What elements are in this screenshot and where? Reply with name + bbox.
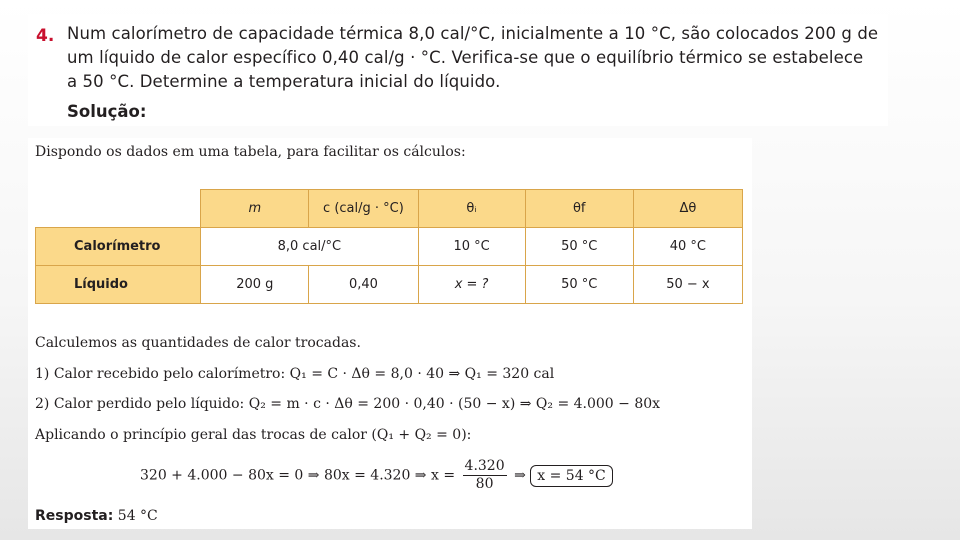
question-panel bbox=[28, 14, 888, 126]
table-header-row bbox=[36, 190, 743, 228]
table-row bbox=[36, 228, 743, 266]
implies-arrow: ⇒ bbox=[514, 467, 526, 484]
answer-label: Resposta: bbox=[35, 508, 114, 524]
cell-liquid-temp-variation: 50 − x bbox=[633, 266, 742, 304]
principle-statement: Aplicando o princípio geral das trocas de calor (Q₁ + Q₂ = 0): bbox=[35, 427, 472, 443]
solution-panel bbox=[28, 138, 752, 529]
cell-liquid-initial-temp: x = ? bbox=[418, 266, 525, 304]
solution-title: Solução: bbox=[67, 102, 147, 121]
answer-value: 54 °C bbox=[117, 508, 158, 524]
row-label-liquid: Líquido bbox=[36, 266, 201, 304]
cell-liquid-specific-heat: 0,40 bbox=[309, 266, 418, 304]
cell-heat-capacity: 8,0 cal/°C bbox=[201, 228, 418, 266]
header-mass: m bbox=[201, 190, 309, 228]
step-2: 2) Calor perdido pelo líquido: Q₂ = m · c · Δθ = 200 · 0,40 · (50 − x) ⇒ Q₂ = 4.000 − 80x bbox=[35, 396, 661, 412]
table-row bbox=[36, 266, 743, 304]
row-label-calorimeter: Calorímetro bbox=[36, 228, 201, 266]
fraction-numerator: 4.320 bbox=[464, 458, 505, 474]
boxed-result: x = 54 °C bbox=[530, 465, 613, 487]
table-corner-cell bbox=[36, 190, 201, 228]
question-line-2: um líquido de calor específico 0,40 cal/g · °C. Verifica-se que o equilíbrio térmico se estabelece bbox=[67, 48, 864, 67]
header-temp-variation: Δθ bbox=[633, 190, 742, 228]
final-equation bbox=[140, 458, 613, 493]
data-table bbox=[35, 189, 743, 304]
question-line-1: Num calorímetro de capacidade térmica 8,0 cal/°C, inicialmente a 10 °C, são colocados 200 g de bbox=[67, 24, 879, 43]
cell-liquid-final-temp: 50 °C bbox=[525, 266, 633, 304]
equation-left: 320 + 4.000 − 80x = 0 ⇒ 80x = 4.320 ⇒ x = bbox=[140, 467, 456, 484]
header-initial-temp: θᵢ bbox=[418, 190, 525, 228]
cell-liquid-mass: 200 g bbox=[201, 266, 309, 304]
header-specific-heat: c (cal/g · °C) bbox=[309, 190, 418, 228]
step-1: 1) Calor recebido pelo calorímetro: Q₁ = C · Δθ = 8,0 · 40 ⇒ Q₁ = 320 cal bbox=[35, 366, 555, 382]
cell-calorimeter-final-temp: 50 °C bbox=[525, 228, 633, 266]
answer-line bbox=[35, 508, 158, 524]
cell-calorimeter-temp-variation: 40 °C bbox=[633, 228, 742, 266]
question-number: 4. bbox=[36, 26, 55, 46]
fraction-denominator: 80 bbox=[475, 476, 494, 492]
cell-calorimeter-initial-temp: 10 °C bbox=[418, 228, 525, 266]
equation-fraction bbox=[463, 458, 507, 493]
question-line-3: a 50 °C. Determine a temperatura inicial do líquido. bbox=[67, 72, 501, 91]
calc-intro: Calculemos as quantidades de calor trocadas. bbox=[35, 335, 361, 351]
header-final-temp: θf bbox=[525, 190, 633, 228]
solution-intro: Dispondo os dados em uma tabela, para facilitar os cálculos: bbox=[35, 144, 466, 160]
